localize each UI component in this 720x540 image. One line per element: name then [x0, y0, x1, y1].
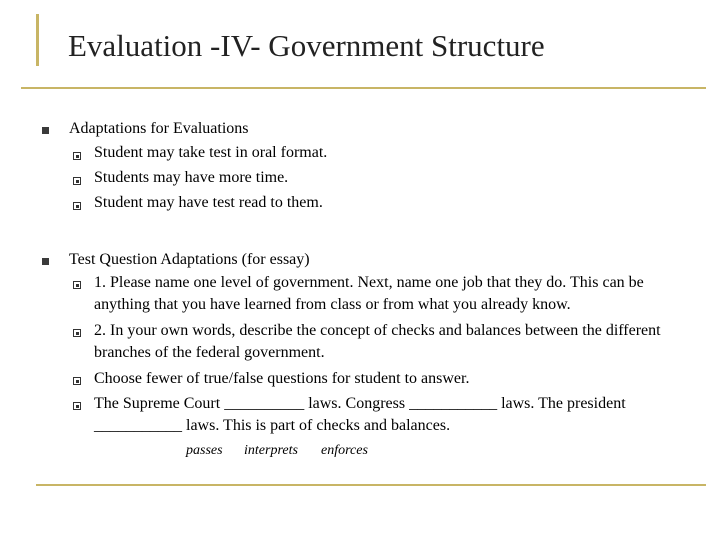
footer-divider	[36, 484, 706, 486]
checkbox-bullet-icon	[73, 281, 81, 289]
list-item: 1. Please name one level of government. Next, name one job that they do. This can be anything that you have learned from class or from what you already know.	[94, 274, 644, 313]
title-divider	[21, 87, 706, 89]
slide-title: Evaluation -IV- Government Structure	[68, 28, 545, 63]
list-item: Student may have test read to them.	[94, 194, 323, 211]
answer-choice: enforces	[321, 443, 368, 458]
bullet-icon	[42, 127, 49, 134]
section-heading: Adaptations for Evaluations	[69, 120, 249, 137]
checkbox-bullet-icon	[73, 329, 81, 337]
checkbox-bullet-icon	[73, 152, 81, 160]
checkbox-bullet-icon	[73, 377, 81, 385]
answer-choice: interprets	[244, 443, 298, 458]
checkbox-bullet-icon	[73, 202, 81, 210]
list-item: Choose fewer of true/false questions for student to answer.	[94, 370, 470, 387]
checkbox-bullet-icon	[73, 177, 81, 185]
checkbox-bullet-icon	[73, 402, 81, 410]
section-heading: Test Question Adaptations (for essay)	[69, 251, 310, 268]
list-item: Students may have more time.	[94, 169, 289, 186]
list-item: Student may take test in oral format.	[94, 144, 328, 161]
list-item: 2. In your own words, describe the concept of checks and balances between the different branches of the federal government.	[94, 322, 661, 361]
title-accent-line	[36, 14, 39, 66]
bullet-icon	[42, 258, 49, 265]
list-item: The Supreme Court __________ laws. Congress ___________ laws. The president ___________ laws. This is part of checks and balances.	[94, 395, 626, 434]
answer-choice: passes	[186, 443, 223, 458]
